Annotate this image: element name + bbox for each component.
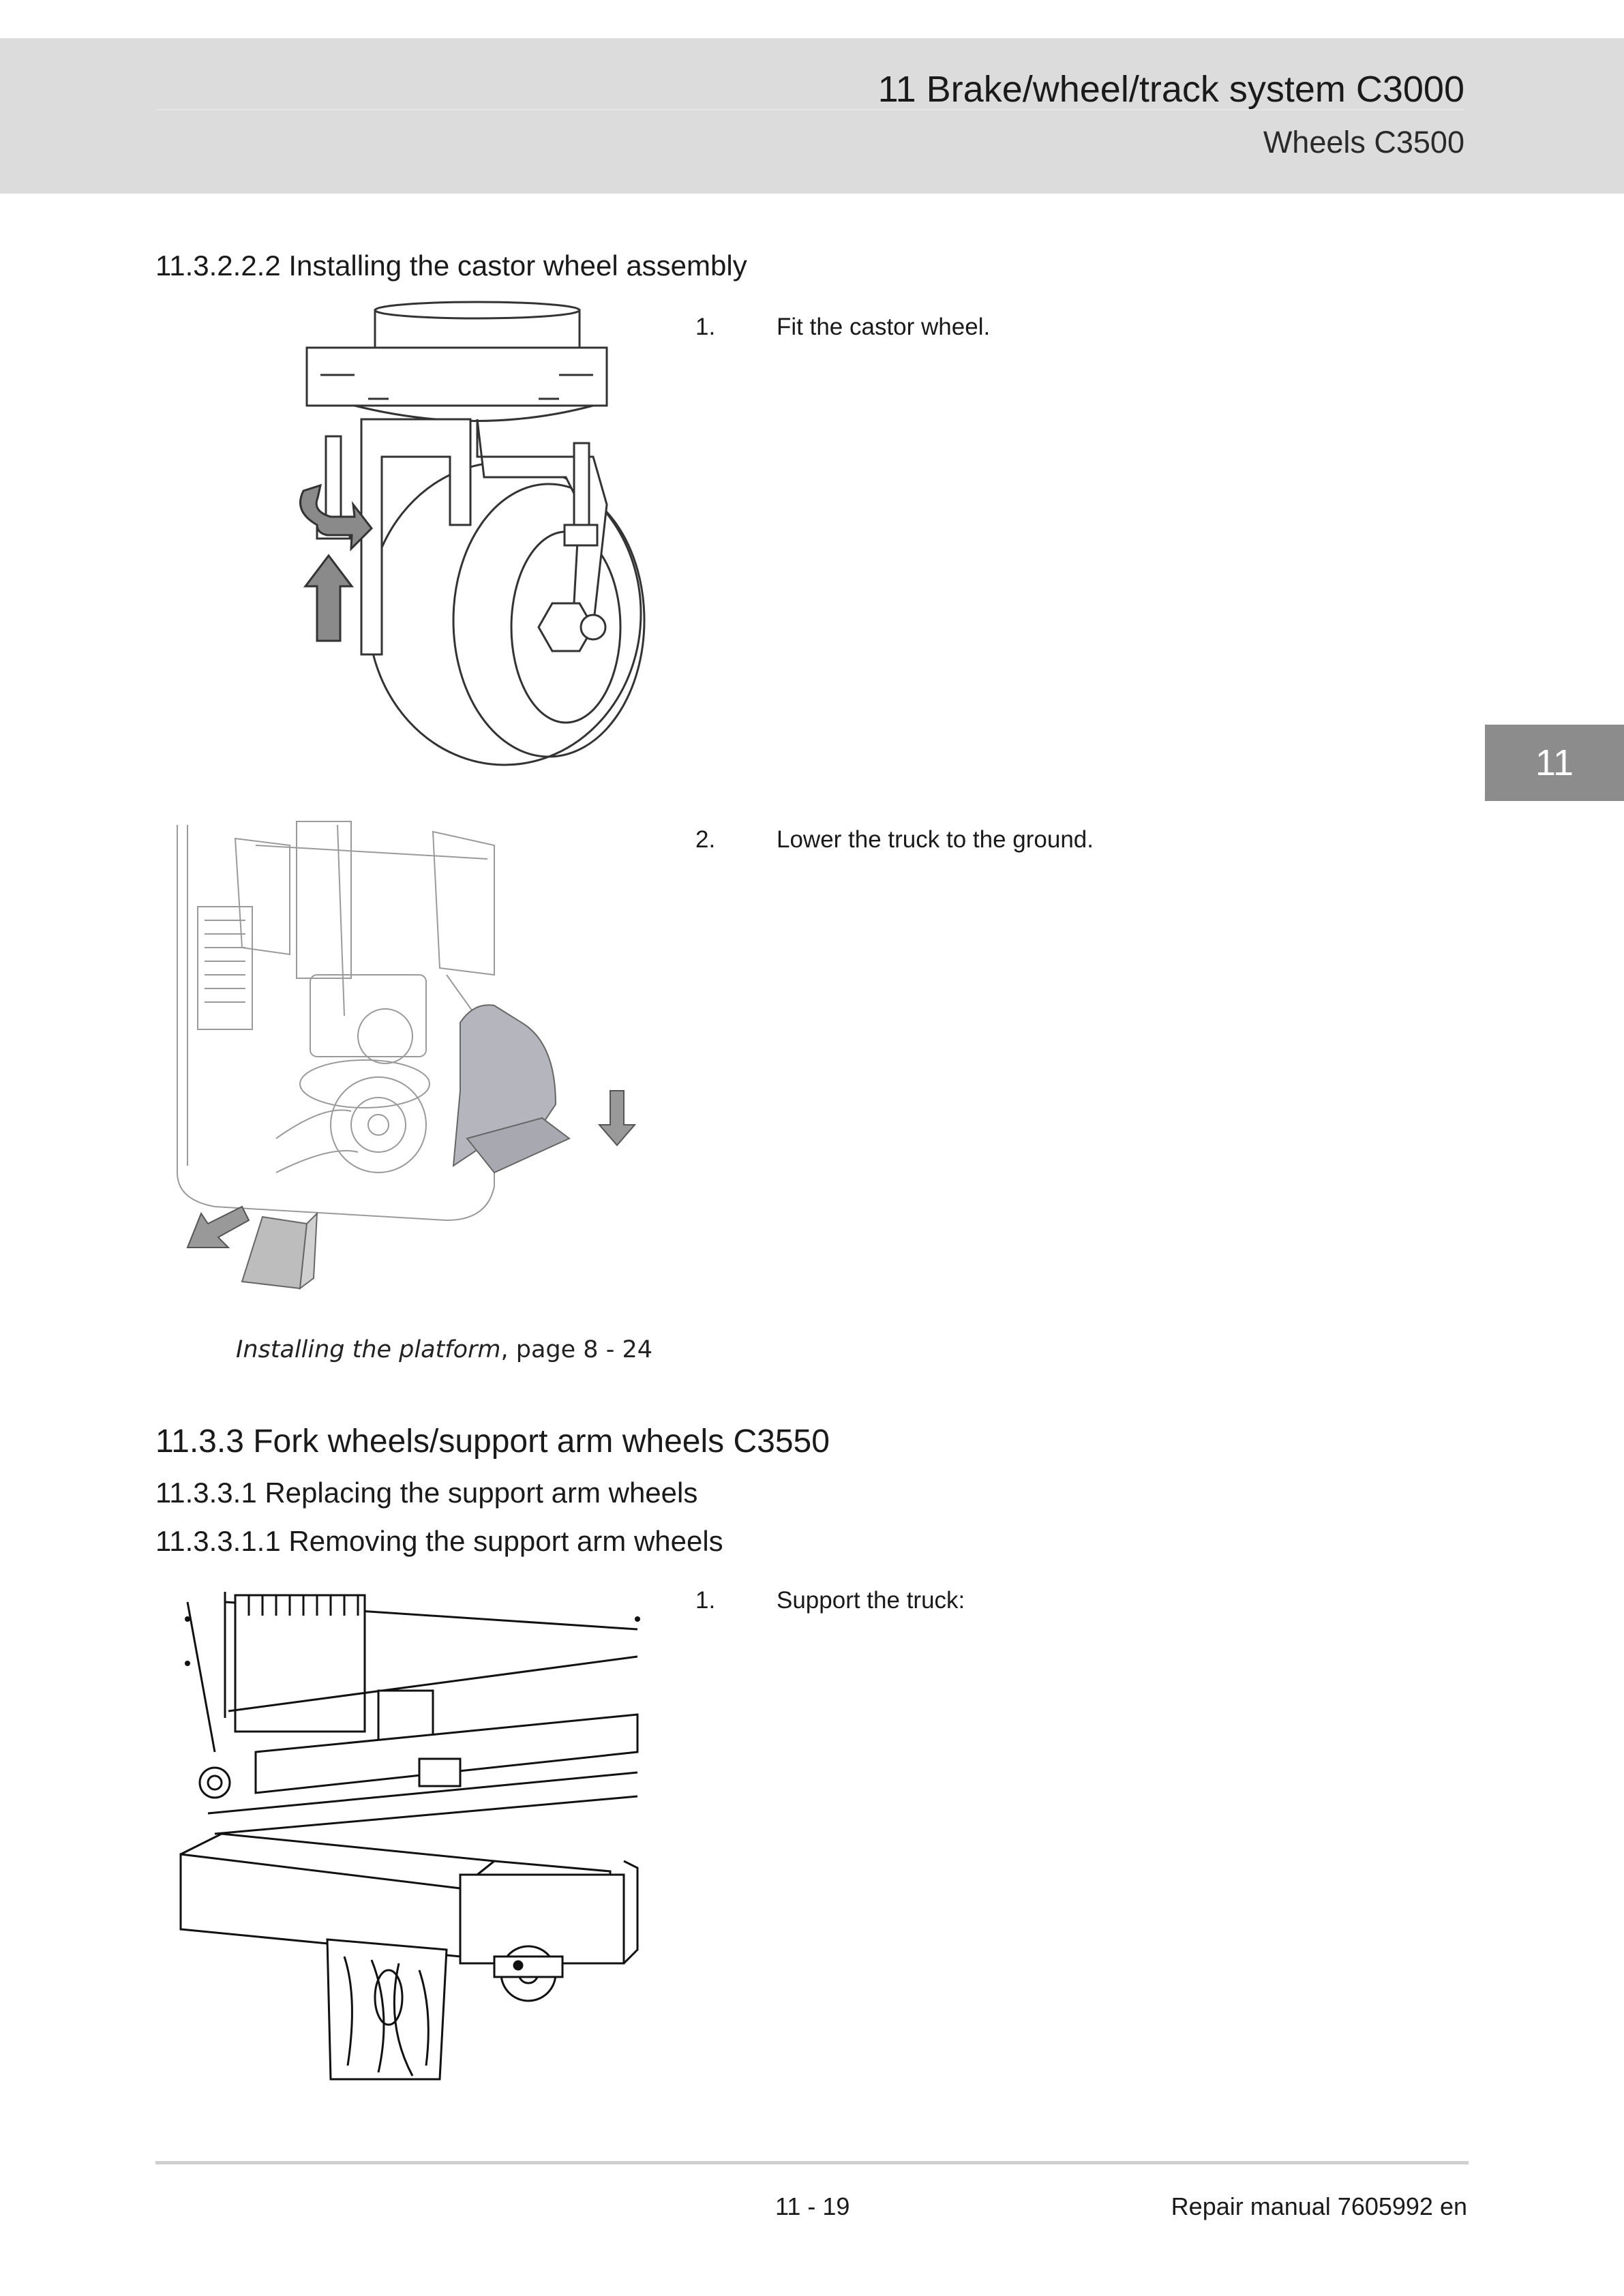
lower-truck-illustration — [174, 818, 651, 1295]
cross-reference-page: , page 8 - 24 — [500, 1336, 652, 1363]
header-band — [0, 38, 1624, 194]
manual-label: Repair manual — [1171, 2192, 1331, 2220]
manual-number: 7605992 en — [1330, 2192, 1467, 2220]
chapter-tab — [1485, 725, 1624, 801]
chapter-tab-label: 11 — [1535, 742, 1574, 783]
cross-reference-title[interactable]: Installing the platform — [236, 1336, 501, 1363]
page-number: 11 - 19 — [775, 2192, 850, 2220]
chapter-title: 11 Brake/wheel/track system C3000 — [877, 69, 1464, 110]
manual-reference — [1171, 2192, 1467, 2221]
section-heading-replacing-support: 11.3.3.1 Replacing the support arm wheels — [155, 1477, 698, 1509]
step-number: 2. — [695, 826, 716, 853]
footer-rule — [155, 2161, 1469, 2164]
support-arm-illustration — [174, 1588, 651, 2086]
castor-wheel-illustration — [280, 300, 661, 777]
step-text: Support the truck: — [777, 1587, 965, 1614]
section-heading-installing-castor: 11.3.2.2.2 Installing the castor wheel assembly — [155, 250, 747, 282]
step-number: 1. — [695, 314, 716, 340]
section-heading-fork-wheels: 11.3.3 Fork wheels/support arm wheels C3550 — [155, 1423, 830, 1460]
step-text: Fit the castor wheel. — [777, 314, 991, 340]
step-text: Lower the truck to the ground. — [777, 826, 1094, 853]
step-number: 1. — [695, 1587, 716, 1614]
cross-reference-link[interactable] — [236, 1336, 652, 1363]
section-subtitle: Wheels C3500 — [1263, 125, 1464, 160]
section-heading-removing-support: 11.3.3.1.1 Removing the support arm wheels — [155, 1525, 723, 1557]
